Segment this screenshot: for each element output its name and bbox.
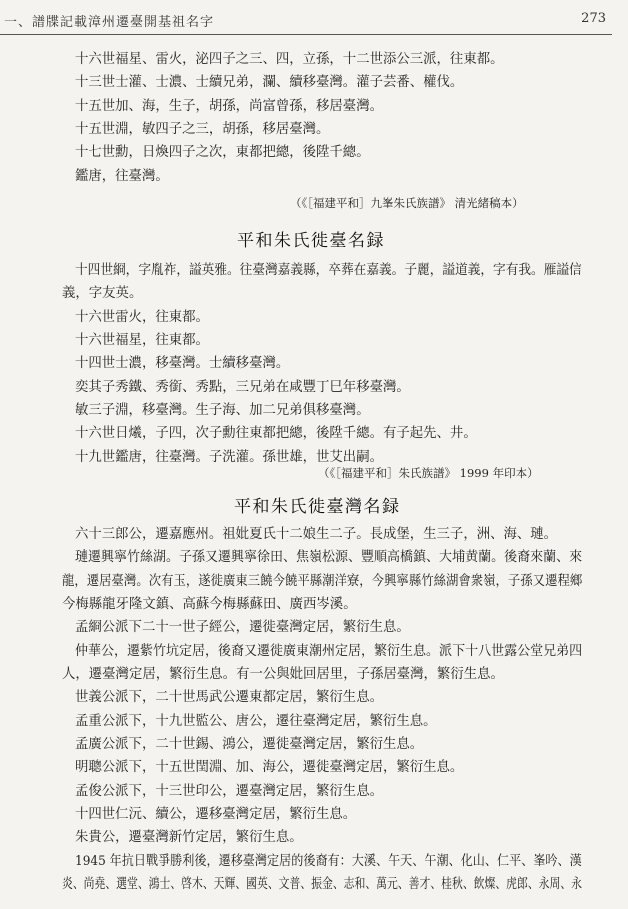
page-header bbox=[0, 0, 628, 38]
citation: （《［福建平和］朱氏族譜》 1999 年印本） bbox=[318, 466, 539, 480]
text-line: 十六世日爔，子四，次子勳往東都把總，後陞千總。有子起先、井。 bbox=[75, 426, 477, 441]
text-line: 十九世鑑唐，往臺灣。子洗灌。孫世雄，世艾出嗣。 bbox=[75, 450, 383, 465]
text-line: 十六世福星，往東都。 bbox=[75, 333, 209, 348]
text-line: 義，字友英。 bbox=[62, 286, 143, 301]
page-number: 273 bbox=[581, 11, 606, 26]
text-line: 龍，遷居臺灣。次有玉，遂徙廣東三饒今饒平縣潮洋寮，今興寧縣竹絲湖會衆嶺，子孫又遷程鄉 bbox=[62, 574, 583, 589]
section-title: 平和朱氏徙臺名録 bbox=[237, 231, 385, 251]
citation: （《［福建平和］九峯朱氏族譜》 清光緒稿本） bbox=[290, 196, 524, 210]
text-line: 十五世淵，敏四子之三，胡孫，移居臺灣。 bbox=[75, 122, 330, 137]
text-line: 十四世士濃，移臺灣。士續移臺灣。 bbox=[75, 356, 290, 371]
text-line: 世義公派下，二十世馬武公遷東都定居，繁衍生息。 bbox=[75, 690, 383, 705]
text-line: 鑑唐，往臺灣。 bbox=[75, 169, 169, 184]
text-line: 炎、尚堯、選堂、鴻士、啓木、天輝、國英、文普、振金、志和、萬元、善才、桂秋、飲燦、虎郎、永周、永 bbox=[62, 877, 582, 892]
text-line: 孟綗公派下二十一世子經公，遷徙臺灣定居，繁衍生息。 bbox=[75, 620, 410, 635]
text-line: 十四世綗，字胤祚，謚英雅。往臺灣嘉義縣，卒葬在嘉義。子麗，謚道義，字有我。雁謚信 bbox=[75, 263, 582, 278]
text-line: 孟俊公派下，十三世印公，遷臺灣定居，繁衍生息。 bbox=[75, 784, 383, 799]
running-title: 一、譜牒記載漳州遷臺開基祖名字 bbox=[4, 15, 215, 30]
text-line: 璉遷興寧竹絲湖。子孫又遷興寧徐田、焦嶺松源、豐順高橋鎮、大埔黄蘭。後裔來蘭、來 bbox=[75, 550, 583, 565]
text-line: 今梅縣龍牙隆文鎮、高蘇今梅縣蘇田、廣西岑溪。 bbox=[62, 597, 357, 612]
text-line: 十六世雷火，往東都。 bbox=[75, 310, 209, 325]
text-line: 十六世福星、雷火，泌四子之三、四，立孫，十二世添公三派，往東都。 bbox=[75, 52, 504, 67]
text-line: 六十三郎公，遷嘉應州。祖妣夏氏十二娘生二子。長成堡，生三子，洲、海、璉。 bbox=[75, 527, 558, 542]
text-line: 十七世勳，日煥四子之次，東都把總，後陞千總。 bbox=[75, 145, 370, 160]
text-line: 人，遷臺灣定居，繁衍生息。有一公與妣回居里，子孫居臺灣，繁衍生息。 bbox=[62, 667, 504, 682]
text-line: 孟廣公派下，二十世錫、鴻公，遷徙臺灣定居，繁衍生息。 bbox=[75, 737, 424, 752]
text-line: 孟重公派下，十九世監公、唐公，遷往臺灣定居，繁衍生息。 bbox=[75, 714, 437, 729]
text-line: 朱貴公，遷臺灣新竹定居，繁衍生息。 bbox=[75, 830, 303, 845]
text-line: 十五世加、海，生子，胡孫，尚富曾孫，移居臺灣。 bbox=[75, 99, 383, 114]
text-line: 敏三子淵，移臺灣。生子海、加二兄弟俱移臺灣。 bbox=[75, 403, 370, 418]
text-line: 十三世士灌、士濃、士續兄弟，瀾、續移臺灣。灌子芸番、權伐。 bbox=[75, 75, 464, 90]
text-line: 十四世仁沅、續公，遷移臺灣定居，繁衍生息。 bbox=[75, 807, 357, 822]
section-title: 平和朱氏徙臺灣名録 bbox=[234, 497, 401, 517]
text-line: 奕其子秀鐵、秀銜、秀點，三兄弟在咸豐丁巳年移臺灣。 bbox=[75, 380, 410, 395]
text-line: 明聰公派下，十五世閏淵、加、海公，遷徙臺灣定居，繁衍生息。 bbox=[75, 760, 464, 775]
text-line: 仲華公，遷紫竹坑定居，後裔又遷徙廣東潮州定居，繁衍生息。派下十八世露公堂兄弟四 bbox=[75, 644, 583, 659]
text-line: 1945 年抗日戰爭勝利後，遷移臺灣定居的後裔有：大溪、午天、午潮、化山、仁平、峯吟、漢 bbox=[75, 854, 582, 869]
header-rule bbox=[0, 34, 612, 35]
